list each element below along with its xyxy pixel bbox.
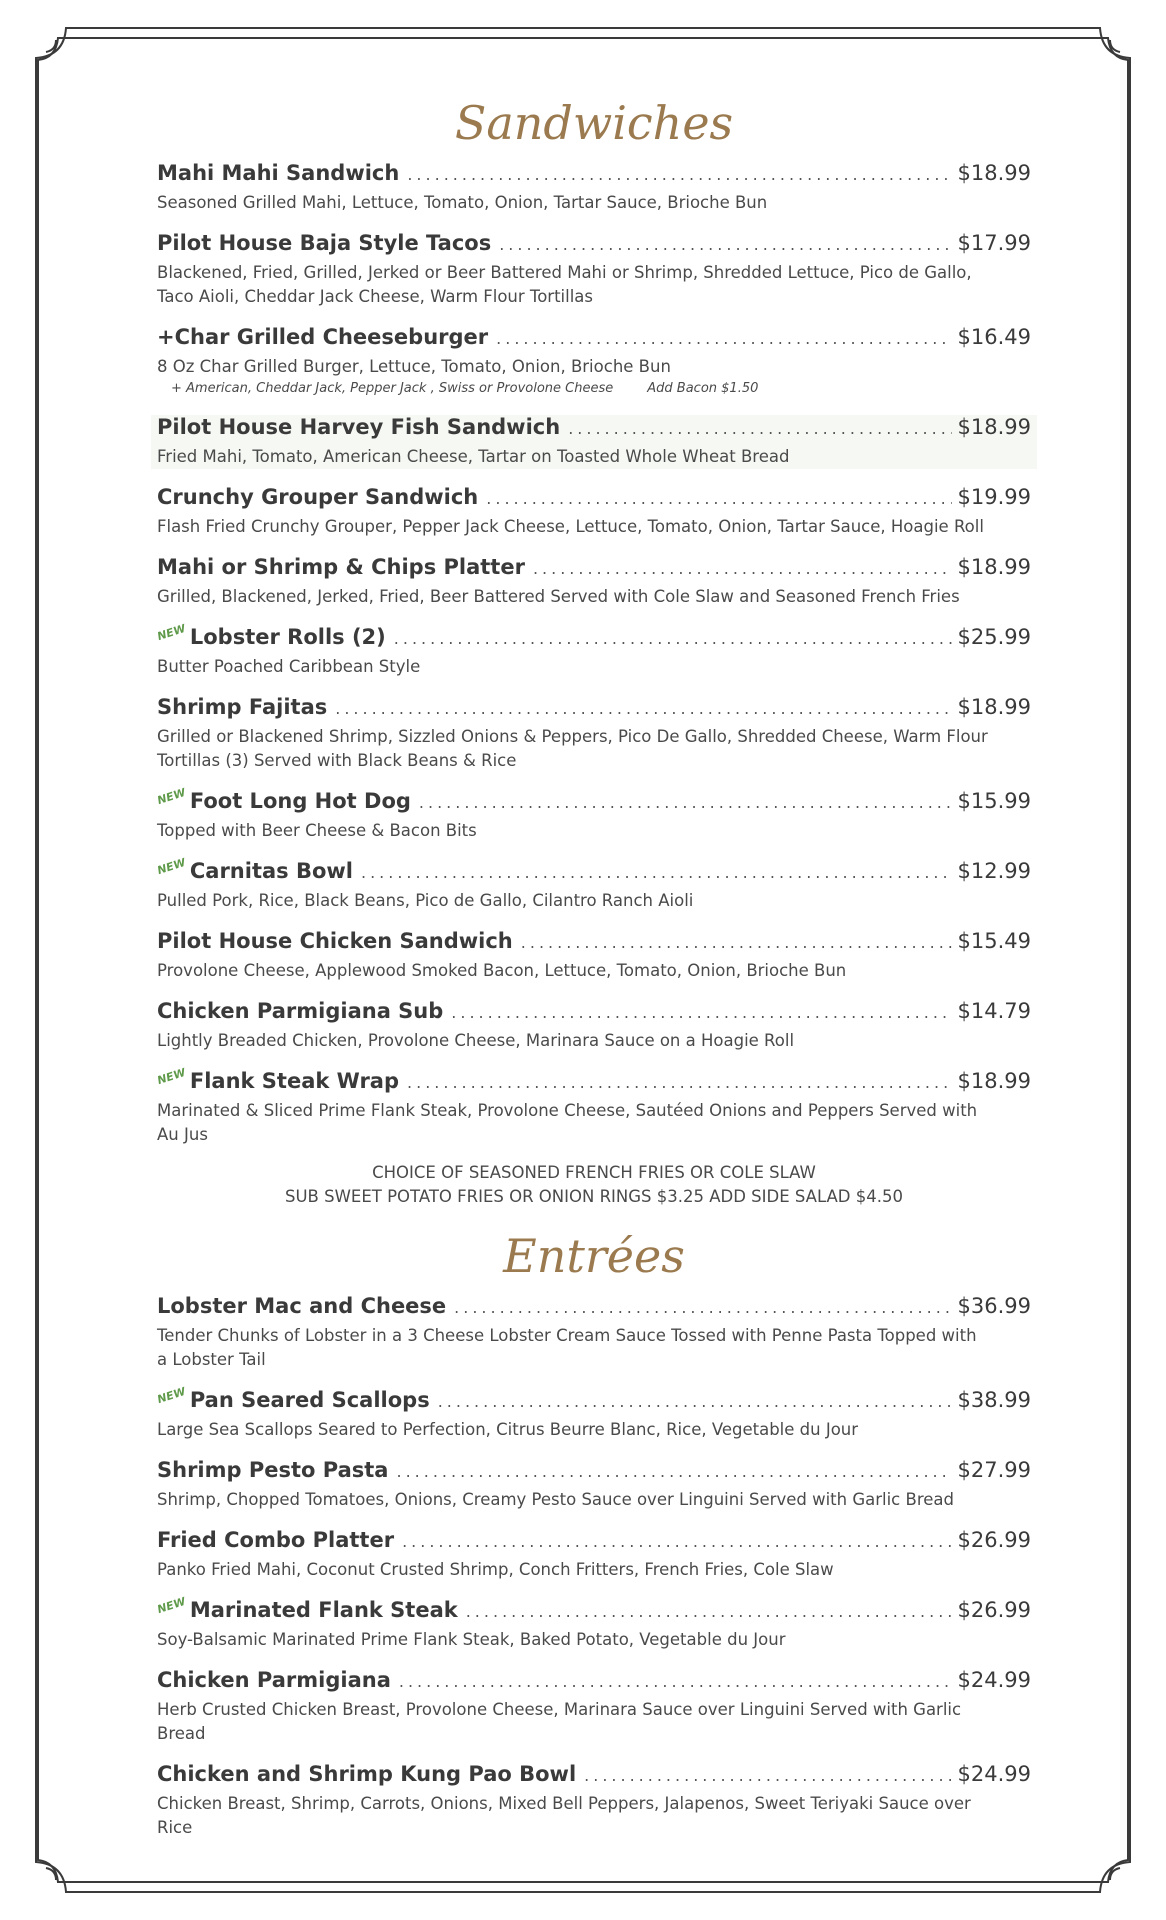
new-badge-icon: NEW — [155, 786, 188, 808]
item-description: Lightly Breaded Chicken, Provolone Cheese, Marinara Sauce on a Hoagie Roll — [157, 1031, 795, 1051]
item-price: $38.99 — [957, 1388, 1031, 1413]
item-description: Butter Poached Caribbean Style — [157, 657, 421, 677]
item-price: $26.99 — [957, 1528, 1031, 1553]
menu-item — [157, 1528, 1031, 1582]
item-price: $12.99 — [957, 859, 1031, 884]
dot-leader — [533, 559, 952, 578]
menu-item — [157, 1762, 1031, 1840]
item-name: Shrimp Fajitas — [157, 695, 328, 720]
menu-item — [155, 622, 1031, 679]
item-name: Mahi or Shrimp & Chips Platter — [157, 555, 525, 580]
menu-item — [157, 161, 1031, 215]
add-bacon: Add Bacon $1.50 — [647, 381, 759, 397]
item-price: $18.99 — [957, 695, 1031, 720]
dot-leader — [486, 489, 951, 508]
new-badge-icon: NEW — [155, 856, 188, 878]
item-description: Soy-Balsamic Marinated Prime Flank Steak, Baked Potato, Vegetable du Jour — [157, 1630, 786, 1650]
item-description: Flash Fried Crunchy Grouper, Pepper Jack Cheese, Lettuce, Tomato, Onion, Tartar Sauce, Hoagie Roll — [157, 517, 984, 537]
item-price: $18.99 — [957, 1069, 1031, 1094]
item-price: $18.99 — [957, 555, 1031, 580]
dot-leader — [396, 1462, 951, 1481]
item-price: $14.79 — [957, 999, 1031, 1024]
dot-leader — [521, 933, 952, 952]
item-name: Mahi Mahi Sandwich — [157, 161, 400, 186]
item-price: $18.99 — [957, 161, 1031, 186]
item-name: Foot Long Hot Dog — [189, 789, 411, 814]
dot-leader — [407, 165, 951, 184]
item-description: Topped with Beer Cheese & Bacon Bits — [157, 821, 477, 841]
item-price: $36.99 — [957, 1294, 1031, 1319]
item-name: Shrimp Pesto Pasta — [157, 1458, 389, 1483]
sides-line-2: SUB SWEET POTATO FRIES OR ONION RINGS $3.25 ADD SIDE SALAD $4.50 — [285, 1187, 903, 1207]
item-name: Marinated Flank Steak — [189, 1598, 458, 1623]
menu-item — [151, 415, 1037, 469]
dot-leader — [394, 629, 952, 648]
new-badge-icon: NEW — [155, 622, 188, 644]
item-price: $18.99 — [957, 415, 1031, 440]
new-badge-icon: NEW — [155, 1066, 188, 1088]
menu-item — [155, 1595, 1031, 1652]
dot-leader — [466, 1602, 952, 1621]
item-description: Grilled or Blackened Shrimp, Sizzled Onions & Peppers, Pico De Gallo, Shredded Cheese, Warm Flour Tortillas (3) Served with Black Beans & Rice — [157, 727, 988, 771]
item-name: Carnitas Bowl — [189, 859, 353, 884]
new-badge-icon: NEW — [155, 1595, 188, 1617]
item-price: $25.99 — [957, 625, 1031, 650]
item-description: Provolone Cheese, Applewood Smoked Bacon, Lettuce, Tomato, Onion, Brioche Bun — [157, 961, 847, 981]
item-description: Pulled Pork, Rice, Black Beans, Pico de Gallo, Cilantro Ranch Aioli — [157, 891, 694, 911]
dot-leader — [496, 329, 951, 348]
dot-leader — [499, 235, 951, 254]
cheese-options-note — [157, 379, 1031, 399]
menu-content — [157, 96, 1031, 1856]
sides-note — [157, 1161, 1031, 1209]
new-badge-icon: NEW — [155, 1385, 188, 1407]
dot-leader — [438, 1392, 952, 1411]
dot-leader — [568, 419, 951, 438]
sandwich-list — [157, 161, 1031, 1147]
item-price: $15.99 — [957, 789, 1031, 814]
item-name: Flank Steak Wrap — [189, 1069, 400, 1094]
item-name: Pan Seared Scallops — [189, 1388, 430, 1413]
menu-item — [157, 1294, 1031, 1372]
item-description: Herb Crusted Chicken Breast, Provolone Cheese, Marinara Sauce over Linguini Served with Garlic Bread — [157, 1700, 962, 1744]
item-description: Seasoned Grilled Mahi, Lettuce, Tomato, Onion, Tartar Sauce, Brioche Bun — [157, 193, 768, 213]
menu-item — [155, 1066, 1031, 1147]
item-price: $16.49 — [957, 325, 1031, 350]
item-name: Crunchy Grouper Sandwich — [157, 485, 479, 510]
sides-line-1: CHOICE OF SEASONED FRENCH FRIES OR COLE SLAW — [372, 1163, 816, 1183]
item-price: $17.99 — [957, 231, 1031, 256]
menu-item — [155, 1385, 1031, 1442]
item-description: Panko Fried Mahi, Coconut Crusted Shrimp, Conch Fritters, French Fries, Cole Slaw — [157, 1560, 834, 1580]
menu-item — [157, 231, 1031, 309]
menu-item — [157, 1668, 1031, 1746]
menu-item — [157, 325, 1031, 399]
dot-leader — [451, 1003, 951, 1022]
menu-item — [155, 786, 1031, 843]
menu-item — [157, 1458, 1031, 1512]
item-name: Lobster Mac and Cheese — [157, 1294, 447, 1319]
dot-leader — [361, 863, 952, 882]
dot-leader — [402, 1532, 951, 1551]
menu-item — [157, 695, 1031, 773]
item-name: Pilot House Baja Style Tacos — [157, 231, 492, 256]
item-price: $27.99 — [957, 1458, 1031, 1483]
dot-leader — [399, 1672, 952, 1691]
item-description: Fried Mahi, Tomato, American Cheese, Tartar on Toasted Whole Wheat Bread — [157, 447, 790, 467]
item-price: $15.49 — [957, 929, 1031, 954]
item-name: Chicken and Shrimp Kung Pao Bowl — [157, 1762, 577, 1787]
item-name: Chicken Parmigiana Sub — [157, 999, 444, 1024]
item-description: Tender Chunks of Lobster in a 3 Cheese Lobster Cream Sauce Tossed with Penne Pasta Topped with a Lobster Tail — [157, 1326, 977, 1370]
item-price: $24.99 — [957, 1668, 1031, 1693]
item-description: Shrimp, Chopped Tomatoes, Onions, Creamy Pesto Sauce over Linguini Served with Garlic Bread — [157, 1490, 954, 1510]
sandwiches-title: Sandwiches — [454, 96, 734, 150]
cheese-options: + American, Cheddar Jack, Pepper Jack , Swiss or Provolone Cheese — [171, 381, 614, 397]
item-name: Lobster Rolls (2) — [189, 625, 386, 650]
menu-item — [157, 485, 1031, 539]
menu-item — [155, 856, 1031, 913]
item-description: Blackened, Fried, Grilled, Jerked or Beer Battered Mahi or Shrimp, Shredded Lettuce, Pico de Gallo, Taco Aioli, Cheddar Jack Cheese, Warm Flour Tortillas — [157, 263, 972, 307]
item-description: Marinated & Sliced Prime Flank Steak, Provolone Cheese, Sautéed Onions and Peppers Served with Au Jus — [157, 1101, 978, 1145]
item-name: Chicken Parmigiana — [157, 1668, 391, 1693]
dot-leader — [407, 1073, 952, 1092]
item-name: Pilot House Chicken Sandwich — [157, 929, 513, 954]
dot-leader — [584, 1766, 951, 1785]
item-description: 8 Oz Char Grilled Burger, Lettuce, Tomato, Onion, Brioche Bun — [157, 357, 671, 377]
item-description: Grilled, Blackened, Jerked, Fried, Beer Battered Served with Cole Slaw and Seasoned French Fries — [157, 587, 960, 607]
dot-leader — [454, 1298, 951, 1317]
menu-item — [157, 929, 1031, 983]
menu-item — [157, 555, 1031, 609]
item-price: $26.99 — [957, 1598, 1031, 1623]
item-price: $19.99 — [957, 485, 1031, 510]
item-price: $24.99 — [957, 1762, 1031, 1787]
dot-leader — [335, 699, 951, 718]
dot-leader — [419, 793, 952, 812]
entree-list — [157, 1294, 1031, 1840]
item-name: Fried Combo Platter — [157, 1528, 395, 1553]
menu-item — [157, 999, 1031, 1053]
item-name: Pilot House Harvey Fish Sandwich — [157, 415, 561, 440]
entrees-title: Entrées — [503, 1229, 685, 1284]
item-description: Chicken Breast, Shrimp, Carrots, Onions, Mixed Bell Peppers, Jalapenos, Sweet Teriyaki Sauce over Rice — [157, 1794, 971, 1838]
item-name: +Char Grilled Cheeseburger — [157, 325, 489, 350]
item-description: Large Sea Scallops Seared to Perfection, Citrus Beurre Blanc, Rice, Vegetable du Jour — [157, 1420, 859, 1440]
